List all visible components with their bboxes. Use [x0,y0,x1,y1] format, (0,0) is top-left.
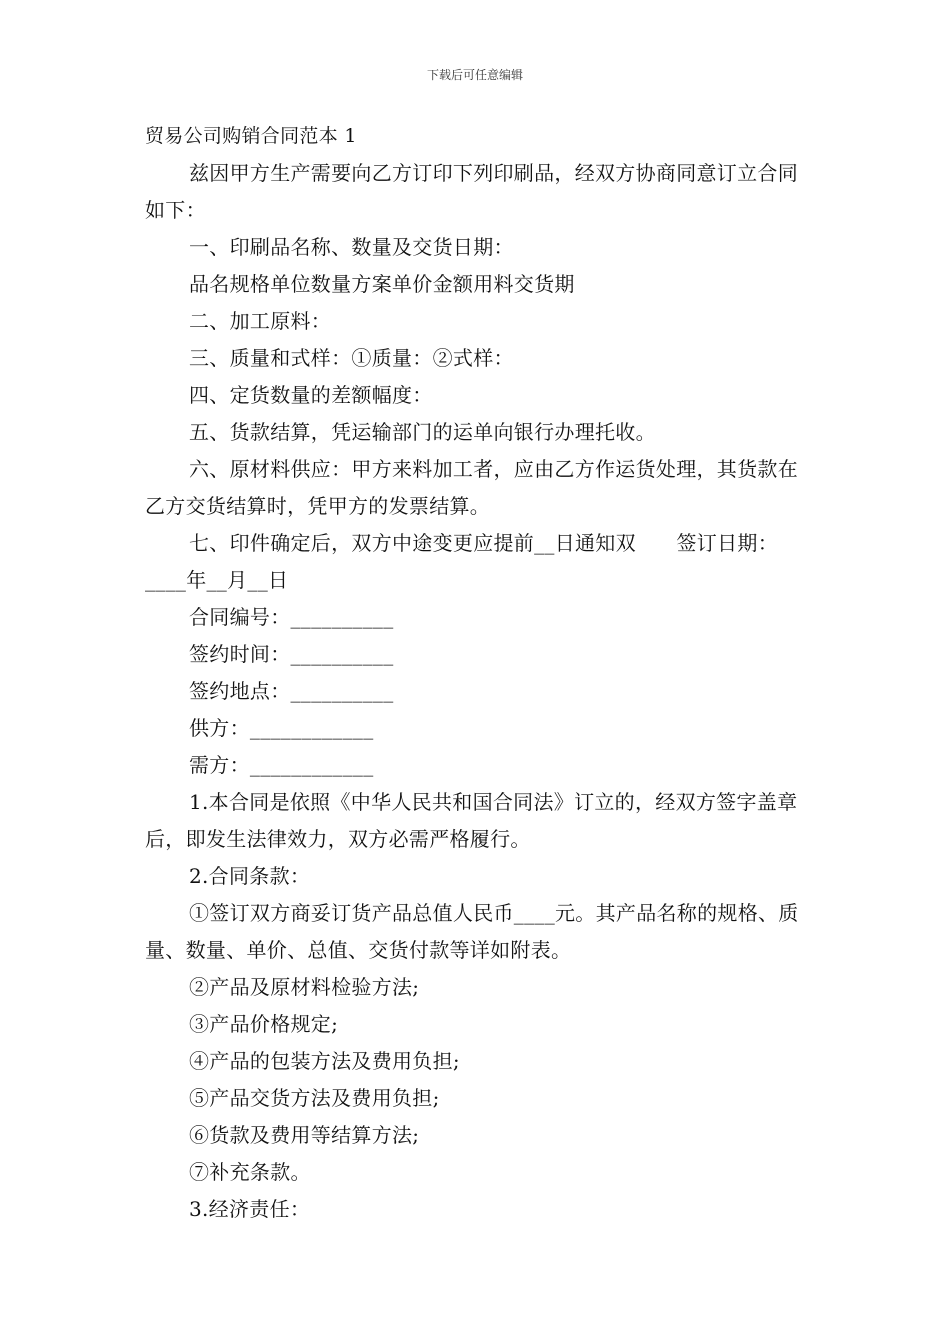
paragraph: 品名规格单位数量方案单价金额用料交货期 [189,272,575,296]
list-item: ④产品的包装方法及费用负担; [189,1049,460,1073]
paragraph: 1.本合同是依照《中华人民共和国合同法》订立的，经双方签字盖章后，即发生法律效力，双方必需严格履行。 [145,790,798,851]
contract-number-field: 合同编号：__________ [189,605,394,629]
signing-place-field: 签约地点：__________ [189,679,394,703]
paragraph: 五、货款结算，凭运输部门的运单向银行办理托收。 [189,420,656,444]
list-item: ②产品及原材料检验方法; [189,975,420,999]
document-title: 贸易公司购销合同范本 1 [145,125,357,147]
paragraph: ①签订双方商妥订货产品总值人民币____元。其产品名称的规格、质量、数量、单价、总值、交货付款等详如附表。 [145,901,799,962]
buyer-field: 需方：____________ [189,753,374,777]
supplier-field: 供方：____________ [189,716,374,740]
page-header-note: 下载后可任意编辑 [426,68,523,82]
paragraph: 一、印刷品名称、数量及交货日期： [189,235,514,259]
list-item: ⑥货款及费用等结算方法; [189,1123,420,1147]
paragraph: 二、加工原料： [189,309,332,333]
paragraph: 六、原材料供应：甲方来料加工者，应由乙方作运货处理，其货款在乙方交货结算时，凭甲方的发票结算。 [145,457,798,518]
list-item: ③产品价格规定; [189,1012,339,1036]
paragraph: 3.经济责任： [189,1197,311,1221]
signing-time-field: 签约时间：__________ [189,642,394,666]
list-item: ⑤产品交货方法及费用负担; [189,1086,440,1110]
document-body [145,118,813,1228]
paragraph: 2.合同条款： [189,864,311,888]
paragraph: 七、印件确定后，双方中途变更应提前__日通知双 签订日期：____年__月__日 [145,531,778,592]
paragraph: 四、定货数量的差额幅度： [189,383,433,407]
paragraph: 三、质量和式样：①质量：②式样： [189,346,514,370]
paragraph: 兹因甲方生产需要向乙方订印下列印刷品，经双方协商同意订立合同如下： [145,161,798,222]
list-item: ⑦补充条款。 [189,1160,311,1184]
